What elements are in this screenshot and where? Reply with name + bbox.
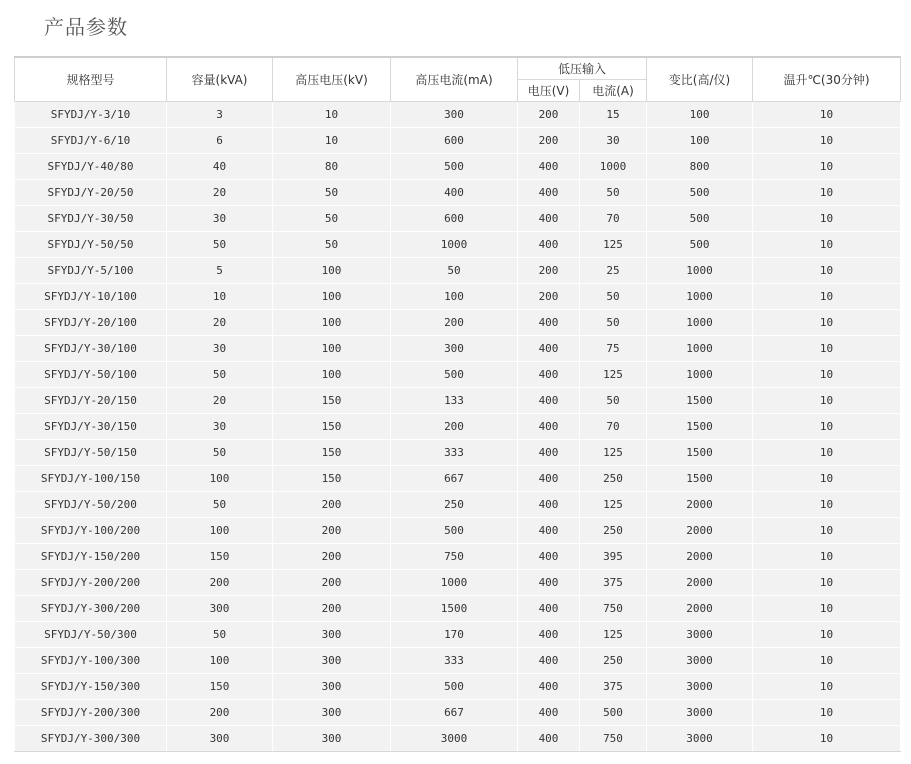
cell-model: SFYDJ/Y-300/200 [15,596,167,622]
cell-model: SFYDJ/Y-5/100 [15,258,167,284]
cell-capacity: 300 [167,726,273,752]
cell-hv-voltage: 10 [273,128,391,154]
cell-hv-voltage: 200 [273,544,391,570]
table-row [15,154,901,180]
cell-lv-voltage: 400 [518,648,580,674]
cell-ratio: 500 [647,180,753,206]
table-row [15,232,901,258]
cell-temp-rise: 10 [753,232,901,258]
header-ratio: 变比(高/仪) [647,57,753,102]
cell-hv-current: 500 [391,154,518,180]
table-row [15,310,901,336]
cell-model: SFYDJ/Y-100/200 [15,518,167,544]
cell-temp-rise: 10 [753,180,901,206]
cell-capacity: 50 [167,362,273,388]
cell-hv-current: 133 [391,388,518,414]
table-row [15,336,901,362]
header-lv-group: 低压输入 [518,57,647,80]
cell-hv-voltage: 150 [273,414,391,440]
cell-temp-rise: 10 [753,102,901,128]
cell-ratio: 1500 [647,466,753,492]
cell-ratio: 2000 [647,518,753,544]
cell-lv-voltage: 400 [518,310,580,336]
cell-lv-voltage: 400 [518,154,580,180]
cell-lv-current: 250 [580,466,647,492]
table-row [15,466,901,492]
cell-hv-voltage: 150 [273,466,391,492]
cell-capacity: 200 [167,700,273,726]
cell-capacity: 40 [167,154,273,180]
cell-lv-voltage: 400 [518,596,580,622]
table-row [15,622,901,648]
cell-hv-voltage: 150 [273,388,391,414]
table-row [15,570,901,596]
cell-temp-rise: 10 [753,674,901,700]
cell-hv-voltage: 200 [273,596,391,622]
cell-lv-current: 750 [580,726,647,752]
cell-lv-current: 50 [580,284,647,310]
cell-hv-current: 300 [391,336,518,362]
cell-hv-voltage: 200 [273,570,391,596]
cell-temp-rise: 10 [753,206,901,232]
table-row [15,102,901,128]
cell-model: SFYDJ/Y-20/100 [15,310,167,336]
cell-hv-voltage: 100 [273,284,391,310]
table-row [15,362,901,388]
cell-temp-rise: 10 [753,336,901,362]
cell-lv-current: 30 [580,128,647,154]
cell-model: SFYDJ/Y-100/150 [15,466,167,492]
cell-temp-rise: 10 [753,362,901,388]
cell-lv-current: 1000 [580,154,647,180]
cell-lv-current: 75 [580,336,647,362]
cell-model: SFYDJ/Y-20/150 [15,388,167,414]
cell-lv-current: 125 [580,622,647,648]
header-lv-voltage: 电压(V) [518,80,580,102]
table-row [15,128,901,154]
cell-ratio: 100 [647,128,753,154]
cell-capacity: 20 [167,310,273,336]
cell-hv-current: 333 [391,440,518,466]
cell-lv-current: 500 [580,700,647,726]
cell-lv-current: 15 [580,102,647,128]
cell-hv-current: 100 [391,284,518,310]
cell-capacity: 100 [167,648,273,674]
table-header [15,57,901,102]
cell-model: SFYDJ/Y-6/10 [15,128,167,154]
cell-lv-current: 50 [580,388,647,414]
cell-temp-rise: 10 [753,258,901,284]
cell-hv-current: 500 [391,518,518,544]
cell-hv-voltage: 100 [273,310,391,336]
cell-model: SFYDJ/Y-50/300 [15,622,167,648]
cell-hv-current: 200 [391,414,518,440]
table-row [15,258,901,284]
cell-capacity: 300 [167,596,273,622]
cell-ratio: 500 [647,232,753,258]
cell-lv-voltage: 400 [518,362,580,388]
cell-ratio: 2000 [647,544,753,570]
cell-hv-current: 400 [391,180,518,206]
cell-hv-voltage: 300 [273,648,391,674]
cell-hv-current: 500 [391,362,518,388]
cell-temp-rise: 10 [753,154,901,180]
cell-capacity: 5 [167,258,273,284]
cell-ratio: 3000 [647,726,753,752]
cell-capacity: 50 [167,440,273,466]
cell-ratio: 1500 [647,388,753,414]
page-title: 产品参数 [44,15,128,39]
cell-hv-voltage: 50 [273,206,391,232]
table-row [15,284,901,310]
cell-ratio: 1000 [647,284,753,310]
cell-temp-rise: 10 [753,570,901,596]
cell-model: SFYDJ/Y-50/150 [15,440,167,466]
cell-ratio: 100 [647,102,753,128]
cell-temp-rise: 10 [753,700,901,726]
cell-ratio: 800 [647,154,753,180]
cell-hv-voltage: 300 [273,700,391,726]
cell-temp-rise: 10 [753,440,901,466]
cell-ratio: 1000 [647,362,753,388]
cell-ratio: 1000 [647,336,753,362]
cell-lv-voltage: 400 [518,466,580,492]
header-lv-current: 电流(A) [580,80,647,102]
cell-hv-voltage: 100 [273,258,391,284]
table-row [15,180,901,206]
cell-hv-current: 750 [391,544,518,570]
cell-model: SFYDJ/Y-100/300 [15,648,167,674]
cell-temp-rise: 10 [753,648,901,674]
cell-hv-current: 300 [391,102,518,128]
cell-capacity: 30 [167,336,273,362]
cell-lv-voltage: 400 [518,232,580,258]
cell-temp-rise: 10 [753,388,901,414]
cell-model: SFYDJ/Y-50/100 [15,362,167,388]
cell-hv-voltage: 100 [273,336,391,362]
cell-lv-current: 70 [580,414,647,440]
header-hv-current: 高压电流(mA) [391,57,518,102]
table-row [15,674,901,700]
cell-lv-current: 750 [580,596,647,622]
cell-hv-current: 3000 [391,726,518,752]
cell-model: SFYDJ/Y-30/100 [15,336,167,362]
cell-temp-rise: 10 [753,284,901,310]
header-hv-voltage: 高压电压(kV) [273,57,391,102]
cell-lv-current: 125 [580,362,647,388]
header-temp-rise: 温升℃(30分钟) [753,57,901,102]
cell-hv-current: 667 [391,466,518,492]
table-row [15,440,901,466]
cell-lv-voltage: 400 [518,622,580,648]
cell-model: SFYDJ/Y-30/50 [15,206,167,232]
cell-hv-current: 333 [391,648,518,674]
cell-ratio: 1000 [647,258,753,284]
table-row [15,726,901,752]
cell-hv-voltage: 150 [273,440,391,466]
cell-hv-current: 170 [391,622,518,648]
cell-lv-current: 50 [580,310,647,336]
cell-lv-voltage: 400 [518,206,580,232]
cell-temp-rise: 10 [753,518,901,544]
cell-hv-voltage: 200 [273,492,391,518]
cell-model: SFYDJ/Y-10/100 [15,284,167,310]
cell-temp-rise: 10 [753,414,901,440]
cell-lv-voltage: 200 [518,128,580,154]
cell-model: SFYDJ/Y-40/80 [15,154,167,180]
cell-lv-current: 375 [580,570,647,596]
cell-hv-current: 1000 [391,570,518,596]
cell-capacity: 100 [167,466,273,492]
cell-model: SFYDJ/Y-50/50 [15,232,167,258]
table-body [15,102,901,752]
cell-lv-voltage: 400 [518,440,580,466]
table-row [15,492,901,518]
cell-lv-current: 250 [580,648,647,674]
table-row [15,648,901,674]
table-row [15,414,901,440]
cell-capacity: 10 [167,284,273,310]
cell-lv-voltage: 400 [518,544,580,570]
cell-temp-rise: 10 [753,726,901,752]
cell-capacity: 6 [167,128,273,154]
spec-table-container [14,56,900,752]
cell-capacity: 150 [167,674,273,700]
cell-hv-current: 50 [391,258,518,284]
cell-temp-rise: 10 [753,492,901,518]
cell-model: SFYDJ/Y-300/300 [15,726,167,752]
cell-temp-rise: 10 [753,544,901,570]
cell-ratio: 3000 [647,674,753,700]
cell-hv-current: 1000 [391,232,518,258]
cell-lv-current: 125 [580,232,647,258]
cell-capacity: 50 [167,492,273,518]
cell-model: SFYDJ/Y-200/200 [15,570,167,596]
cell-lv-current: 50 [580,180,647,206]
cell-capacity: 30 [167,206,273,232]
cell-lv-voltage: 400 [518,336,580,362]
cell-hv-current: 600 [391,206,518,232]
cell-model: SFYDJ/Y-150/300 [15,674,167,700]
spec-table [14,56,901,752]
cell-lv-current: 125 [580,492,647,518]
table-row [15,700,901,726]
header-model: 规格型号 [15,57,167,102]
table-row [15,596,901,622]
cell-ratio: 2000 [647,596,753,622]
cell-capacity: 200 [167,570,273,596]
cell-ratio: 2000 [647,492,753,518]
cell-ratio: 500 [647,206,753,232]
cell-temp-rise: 10 [753,128,901,154]
cell-hv-current: 250 [391,492,518,518]
cell-temp-rise: 10 [753,466,901,492]
cell-ratio: 1500 [647,414,753,440]
cell-hv-voltage: 80 [273,154,391,180]
cell-model: SFYDJ/Y-30/150 [15,414,167,440]
cell-model: SFYDJ/Y-50/200 [15,492,167,518]
cell-lv-voltage: 400 [518,414,580,440]
cell-lv-voltage: 400 [518,388,580,414]
cell-capacity: 3 [167,102,273,128]
cell-lv-voltage: 200 [518,284,580,310]
cell-capacity: 50 [167,622,273,648]
cell-lv-voltage: 400 [518,492,580,518]
cell-model: SFYDJ/Y-150/200 [15,544,167,570]
cell-hv-voltage: 50 [273,232,391,258]
cell-hv-voltage: 200 [273,518,391,544]
table-row [15,544,901,570]
cell-lv-current: 125 [580,440,647,466]
cell-ratio: 1000 [647,310,753,336]
cell-lv-current: 25 [580,258,647,284]
cell-temp-rise: 10 [753,596,901,622]
cell-hv-current: 200 [391,310,518,336]
cell-capacity: 50 [167,232,273,258]
cell-ratio: 3000 [647,622,753,648]
cell-hv-voltage: 100 [273,362,391,388]
cell-lv-voltage: 200 [518,258,580,284]
table-row [15,388,901,414]
cell-hv-current: 500 [391,674,518,700]
cell-lv-current: 70 [580,206,647,232]
cell-hv-voltage: 300 [273,726,391,752]
cell-model: SFYDJ/Y-3/10 [15,102,167,128]
cell-temp-rise: 10 [753,622,901,648]
cell-lv-voltage: 400 [518,570,580,596]
cell-lv-voltage: 400 [518,726,580,752]
cell-lv-current: 375 [580,674,647,700]
cell-model: SFYDJ/Y-200/300 [15,700,167,726]
table-row [15,518,901,544]
cell-ratio: 3000 [647,648,753,674]
cell-capacity: 30 [167,414,273,440]
cell-capacity: 100 [167,518,273,544]
cell-lv-voltage: 400 [518,700,580,726]
table-row [15,206,901,232]
cell-temp-rise: 10 [753,310,901,336]
cell-lv-voltage: 200 [518,102,580,128]
cell-ratio: 1500 [647,440,753,466]
cell-hv-voltage: 50 [273,180,391,206]
cell-model: SFYDJ/Y-20/50 [15,180,167,206]
cell-capacity: 20 [167,180,273,206]
cell-hv-voltage: 300 [273,674,391,700]
header-capacity: 容量(kVA) [167,57,273,102]
cell-hv-current: 1500 [391,596,518,622]
cell-capacity: 150 [167,544,273,570]
cell-hv-voltage: 300 [273,622,391,648]
cell-lv-voltage: 400 [518,518,580,544]
cell-lv-voltage: 400 [518,674,580,700]
cell-hv-current: 600 [391,128,518,154]
cell-hv-voltage: 10 [273,102,391,128]
cell-lv-voltage: 400 [518,180,580,206]
cell-hv-current: 667 [391,700,518,726]
cell-ratio: 3000 [647,700,753,726]
cell-ratio: 2000 [647,570,753,596]
cell-lv-current: 250 [580,518,647,544]
cell-lv-current: 395 [580,544,647,570]
cell-capacity: 20 [167,388,273,414]
